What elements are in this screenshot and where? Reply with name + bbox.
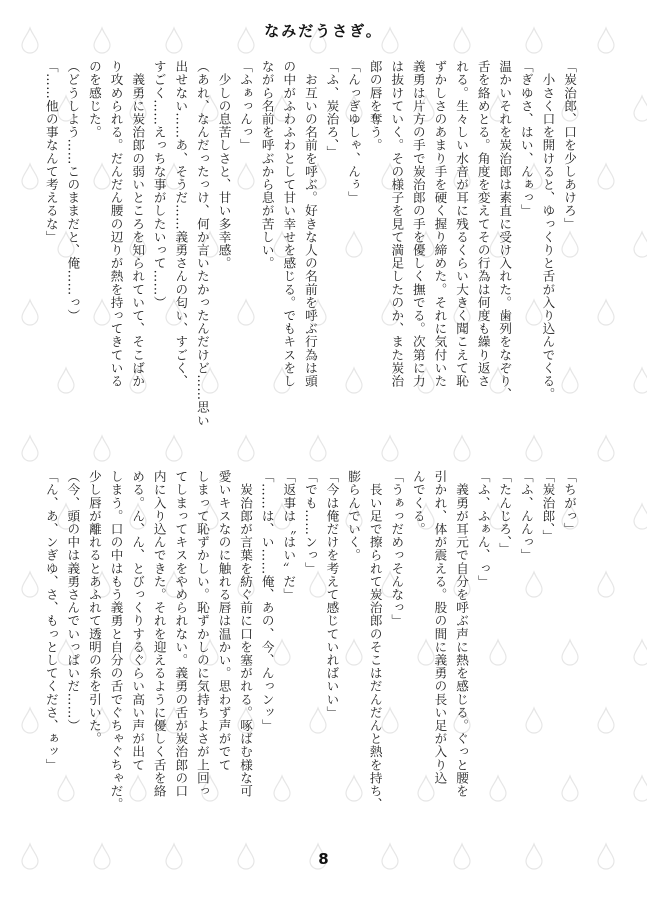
teardrop-shape [598, 572, 614, 597]
text-line: 「たんじろ、」 [497, 470, 513, 556]
text-line: 郎の唇を奪う。 [367, 60, 383, 152]
text-line: 「ぎゆさ、はい、んぁっ」 [518, 60, 534, 218]
text-line: 引かれ、体が震える。股の間に義勇の長い足が入り込 [432, 470, 448, 785]
text-line: 「ふ、んんっ」 [518, 470, 534, 562]
text-line: 温かいそれを炭治郎は素直に受け入れた。歯列をなぞり、 [497, 60, 513, 401]
text-line: 「ん、あ、ンぎゆ、さ、もっとしてくださ、ぁッ」 [43, 470, 59, 772]
teardrop-shape [598, 300, 614, 325]
text-line: 義勇が耳元で自分を呼ぶ声に熱を感じる。ぐっと腰を [454, 470, 470, 798]
teardrop-shape [598, 164, 614, 189]
text-line: ずかしさのあまり手を硬く握り締めた。それに気付いた [432, 60, 448, 388]
teardrop-shape [94, 436, 110, 461]
text-line: 長い足で擦られて炭治郎のそこはだんだんと熱を持ち、 [367, 470, 383, 811]
teardrop-shape [634, 232, 647, 257]
teardrop-shape [22, 708, 38, 733]
text-line: しまう。口の中はもう義勇と自分の舌でぐちゃぐちゃだ。 [108, 470, 124, 811]
text-line: 「ちがっ」 [562, 470, 577, 536]
text-line: 義勇に炭治郎の弱いところを知られていて、そこばか [130, 60, 146, 388]
teardrop-shape [634, 96, 647, 121]
text-line: てしまってキスをやめられない。義勇の舌が炭治郎の口 [173, 470, 189, 798]
text-line: の中がふわふわとして甘い幸せを感じる。でもキスをし [281, 60, 297, 388]
text-line: しまって恥ずかしい。恥ずかしのに気持ちよさが上回っ [194, 470, 210, 798]
teardrop-shape [238, 436, 254, 461]
teardrop-shape [526, 436, 542, 461]
text-line: （あれ、なんだったっけ、何か言いたかったんだけど……思い [194, 60, 210, 427]
text-line: 「今は俺だけを考えて感じていればいい」 [324, 470, 340, 719]
text-line: 膨らんでいく。 [346, 470, 362, 562]
teardrop-shape [382, 436, 398, 461]
text-line: 義勇は片方の手で炭治郎の手を優しく撫でる。次第に力 [410, 60, 426, 388]
text-line: 「ふぁっんっ」 [238, 60, 254, 152]
text-line: （どうしよう……このままだと、俺……っ） [65, 60, 81, 322]
teardrop-shape [22, 300, 38, 325]
text-line: める。ん、ん、とびっくりするぐらい高い声が出て [130, 470, 146, 772]
text-line: （今、頭の中は義勇さんでいっぱいだ……） [65, 470, 81, 732]
teardrop-shape [634, 504, 647, 529]
teardrop-shape [598, 708, 614, 733]
teardrop-shape [634, 368, 647, 393]
text-line: 「……他の事なんて考えるな」 [43, 60, 59, 244]
text-line: 内に入り込んできた。それを迎えるように優しく舌を絡 [151, 470, 167, 798]
teardrop-shape [22, 572, 38, 597]
text-line: お互いの名前を呼ぶ。好きな人の名前を呼ぶ行為は頭 [302, 60, 318, 388]
text-line: 「……は、い……俺、あの、今、んっンッ」 [259, 470, 275, 732]
text-line: んでくる。 [410, 470, 426, 536]
text-line: 「うぁっだめっそんなっ」 [389, 470, 405, 628]
teardrop-shape [166, 436, 182, 461]
text-line: れる。生々しい水音が耳に残るくらい大きく聞こえて恥 [454, 60, 470, 388]
text-line: は抜けていく。その様子を見て満足したのか、また炭治 [389, 60, 405, 388]
text-column-bottom [40, 470, 580, 830]
text-line: 出せない……あ、そうだ……義勇さんの匂い、すごく、 [173, 60, 189, 388]
text-line: 少し唇が離れるとあふれて透明の糸を引いた。 [86, 470, 102, 746]
text-line: 少しの息苦しさと、甘い多幸感。 [216, 60, 232, 270]
text-line: すごく……えっちな事がしたいって……） [151, 60, 167, 309]
text-line: 「ふ、炭治ろ、」 [324, 60, 340, 159]
text-line: 小さく口を開けると、ゆっくりと舌が入り込んでくる。 [540, 60, 556, 401]
text-line: のを感じた。 [86, 60, 102, 139]
text-line: 「んっぎゆしゃ、んぅ」 [346, 60, 362, 205]
teardrop-shape [310, 436, 326, 461]
text-line: 「炭治郎、」 [540, 470, 556, 543]
text-line: り攻められる。だんだん腰の辺りが熱を持ってきている [108, 60, 124, 388]
teardrop-shape [634, 776, 647, 801]
page-title: なみだうさぎ。 [264, 22, 383, 40]
text-line: 「でも……ンっ」 [302, 470, 318, 575]
teardrop-shape [22, 436, 38, 461]
text-line: 「返事は〝はい〟だ」 [281, 470, 297, 601]
text-line: 愛いキスなのに触れる唇は温かい。思わず声がでて [216, 470, 232, 772]
text-line: ながら名前を呼ぶから息が苦しい。 [259, 60, 275, 270]
teardrop-shape [598, 436, 614, 461]
teardrop-shape [634, 640, 647, 665]
teardrop-shape [454, 436, 470, 461]
teardrop-shape [22, 164, 38, 189]
text-line: 「炭治郎、口を少しあけろ」 [562, 60, 577, 231]
text-line: 「ふ、ふぁん、っ」 [475, 470, 491, 588]
text-column-top [40, 60, 580, 427]
text-line: 炭治郎が言葉を紡ぐ前に口を塞がれる。啄ばむ様な可 [238, 470, 254, 798]
page-number: 8 [318, 850, 329, 868]
text-line: 舌を絡めとる。角度を変えてその行為は何度も繰り返さ [475, 60, 491, 388]
